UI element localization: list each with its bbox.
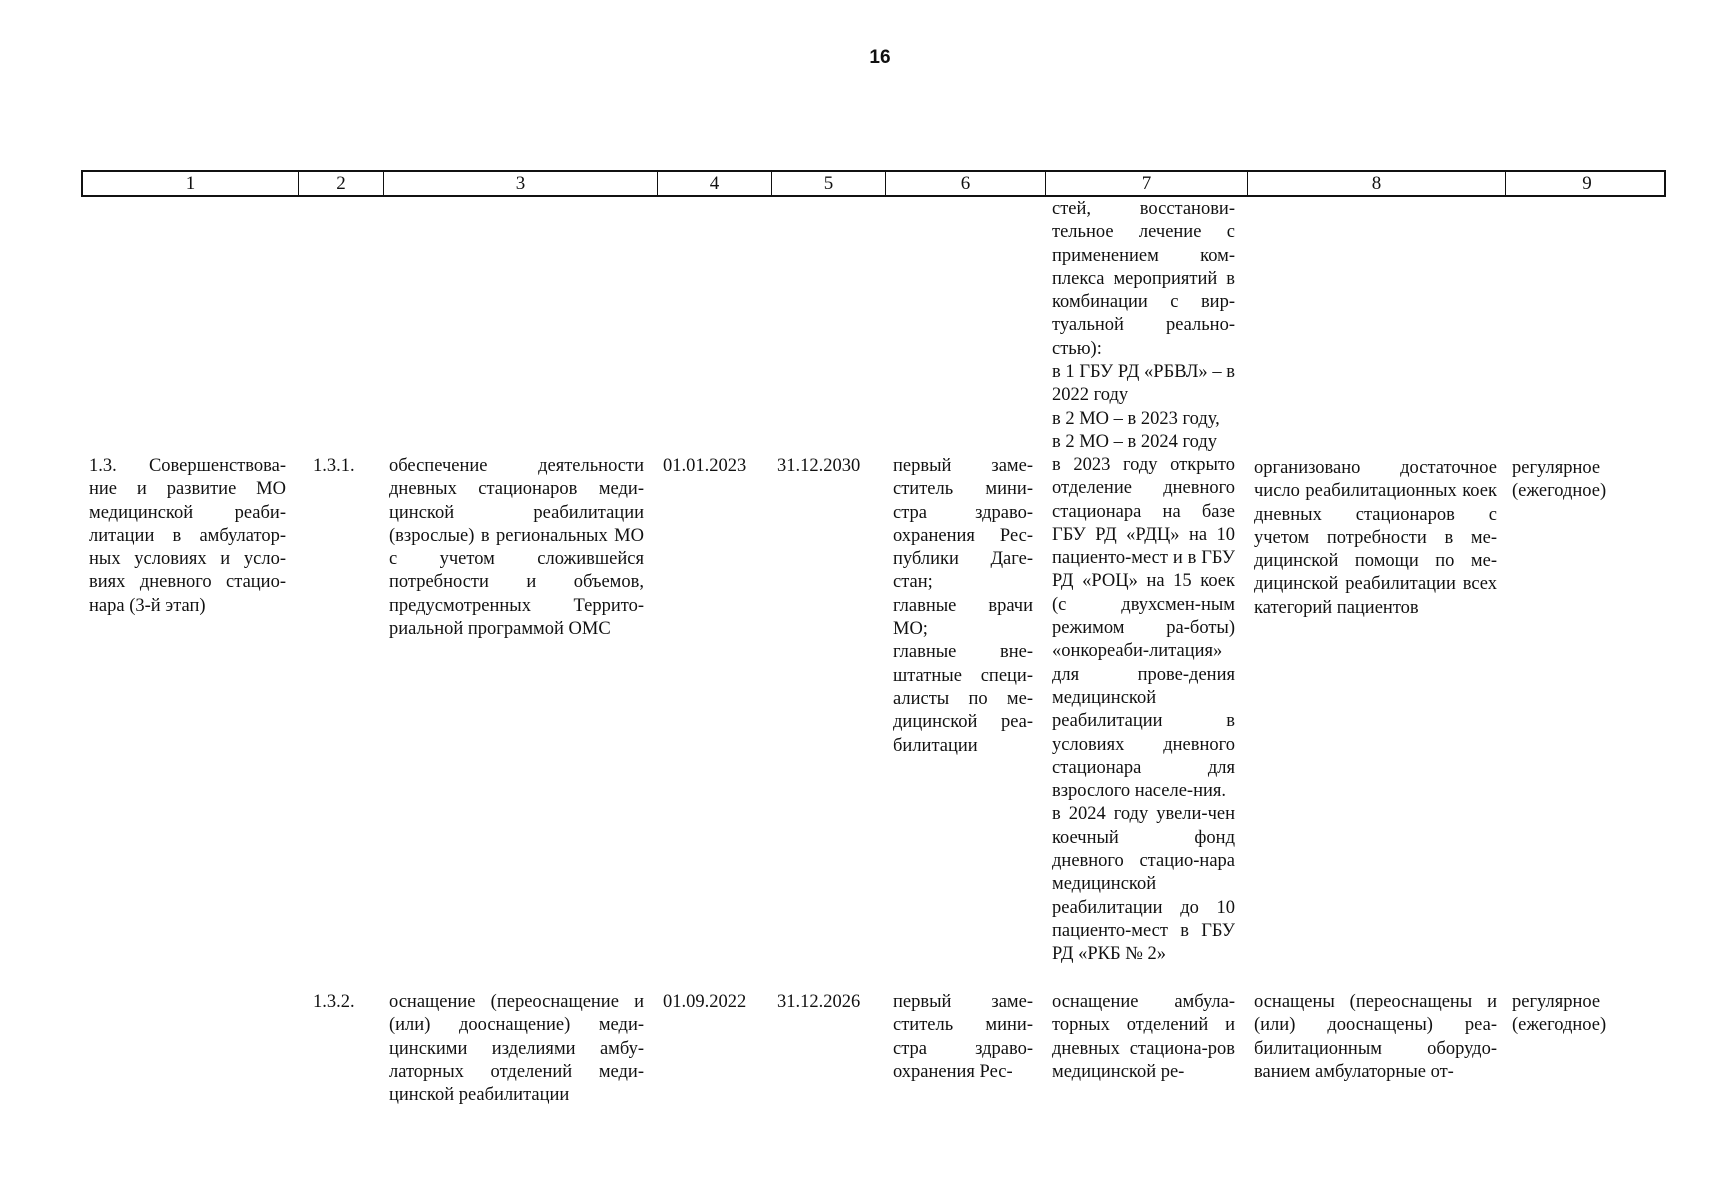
task-cell: 1.3. Совершенствова-ние и развитие МО медицинской реаби-литации в амбулатор-ных условиях и усло-виях дневного стацио-нара (3-й этап) xyxy=(89,456,286,616)
result-continuation-text: в 2 МО – в 2023 году, xyxy=(1052,408,1220,429)
indicator-cell: организовано достаточное число реабилитационных коек дневных стационаров с учетом потребности в ме-дицинской помощи по ме-дицинской реабилитации всех категорий пациентов xyxy=(1254,458,1497,618)
responsible-text: первый заме-ститель мини-стра здраво-охранения Рес-публики Даге-стан; xyxy=(893,456,1033,593)
item-number-cell: 1.3.2. xyxy=(313,992,355,1012)
result-cell xyxy=(1052,991,1235,1084)
start-date-cell: 01.01.2023 xyxy=(663,456,747,476)
frequency-cell: регулярное (ежегодное) xyxy=(1512,458,1607,502)
result-cell xyxy=(1052,454,1235,967)
result-continuation xyxy=(1052,198,1235,454)
indicator-cell: оснащены (переоснащены и (или) дооснащены) реа-билитационным оборудо-ванием амбулаторные от- xyxy=(1254,992,1497,1082)
column-header-6: 6 xyxy=(886,172,1046,196)
column-header-8: 8 xyxy=(1248,172,1506,196)
column-header-4: 4 xyxy=(658,172,772,196)
responsible-cell xyxy=(893,991,1033,1084)
responsible-text: главные врачи МО; xyxy=(893,595,1033,640)
column-header-5: 5 xyxy=(772,172,886,196)
column-header-9: 9 xyxy=(1582,173,1592,194)
responsible-text: первый заме-ститель мини-стра здраво-охранения Рес- xyxy=(893,992,1033,1082)
result-text: оснащение амбула-торных отделений и дневных стациона-ров медицинской ре- xyxy=(1052,992,1235,1082)
table-header-row xyxy=(81,170,1666,197)
result-text: в 2023 году открыто отделение дневного стационара на базе ГБУ РД «РДЦ» на 10 пациенто-мест и в ГБУ РД «РОЦ» на 15 коек (с двухсмен-ным режимом ра-боты) «онкореаби-литация» для прове-дения медицинской реабилитации в условиях дневного стационара для взрослого населе-ния. xyxy=(1052,455,1235,802)
result-continuation-text: стей, восстанови-тельное лечение с применением ком-плекса мероприятий в комбинации с вир-туальной реально-стью): xyxy=(1052,199,1235,359)
end-date-cell: 31.12.2030 xyxy=(777,456,861,476)
activity-cell: обеспечение деятельности дневных стационаров меди-цинской реабилитации (взрослые) в региональных МО с учетом сложившейся потребности и объемов, предусмотренных Террито-риальной программой ОМС xyxy=(389,456,644,640)
page-number: 16 xyxy=(869,47,891,68)
frequency-cell: регулярное (ежегодное) xyxy=(1512,992,1607,1036)
column-header-1: 1 xyxy=(83,172,299,196)
responsible-cell xyxy=(893,455,1033,758)
responsible-text: главные вне-штатные специ-алисты по ме-дицинской реа-билитации xyxy=(893,642,1033,756)
activity-cell: оснащение (переоснащение и (или) дооснащение) меди-цинскими изделиями амбу-латорных отделений меди-цинской реабилитации xyxy=(389,992,644,1106)
start-date-cell: 01.09.2022 xyxy=(663,992,747,1012)
result-continuation-text: в 2 МО – в 2024 году xyxy=(1052,431,1218,452)
result-text: в 2024 году увели-чен коечный фонд дневного стацио-нара медицинской реабилитации до 10 пациенто-мест в ГБУ РД «РКБ № 2» xyxy=(1052,804,1235,965)
column-header-7: 7 xyxy=(1046,172,1248,196)
item-number-cell: 1.3.1. xyxy=(313,456,355,476)
column-header-2: 2 xyxy=(299,172,384,196)
result-continuation-text: в 1 ГБУ РД «РБВЛ» – в 2022 году xyxy=(1052,362,1235,406)
end-date-cell: 31.12.2026 xyxy=(777,992,861,1012)
column-header-3: 3 xyxy=(384,172,658,196)
